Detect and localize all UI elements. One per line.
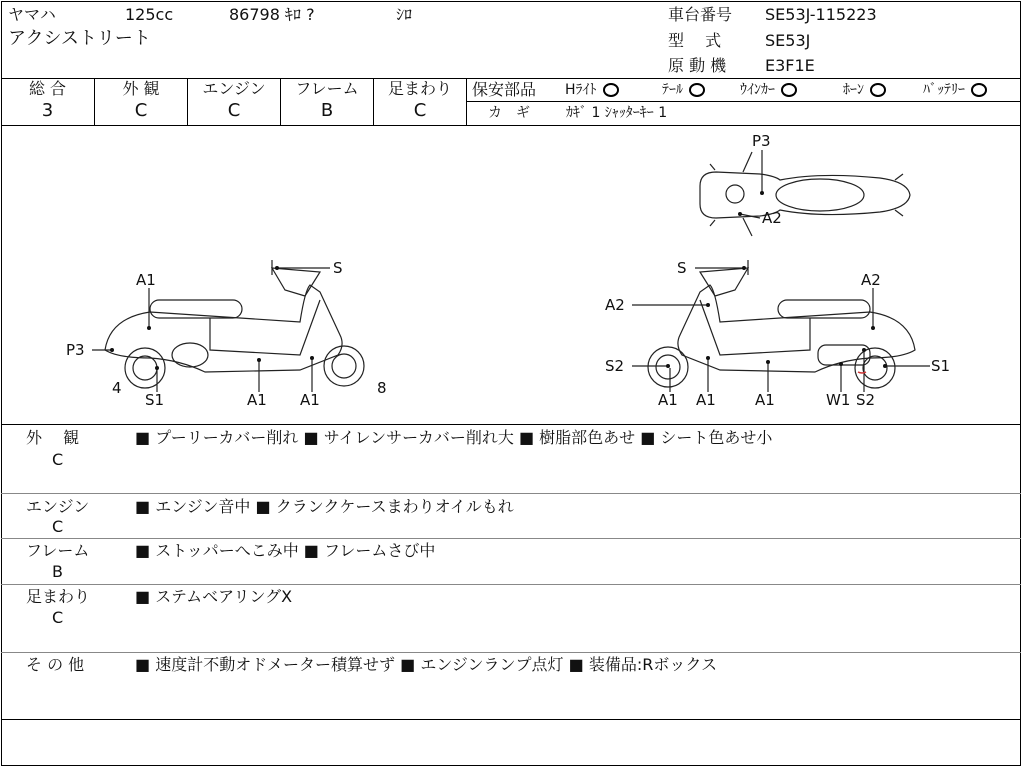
grade-exterior-label: 外 観	[122, 79, 160, 98]
ok-circle-icon	[870, 83, 886, 97]
section-engine-notes: ■ エンジン音中 ■ クランクケースまわりオイルもれ	[135, 497, 514, 516]
ok-circle-icon	[971, 83, 987, 97]
rule	[467, 101, 1021, 102]
label-right-s: S	[677, 259, 687, 277]
rule	[1, 652, 1021, 653]
grade-exterior-value: C	[134, 100, 148, 121]
label-right-a1a: A1	[658, 391, 678, 409]
model-name: アクシストリート	[8, 28, 151, 49]
frame-number: SE53J-115223	[765, 5, 877, 24]
grade-overall-value: 3	[41, 100, 54, 121]
grade-engine-value: C	[227, 100, 241, 121]
section-suspension-notes: ■ ステムベアリングX	[135, 587, 293, 606]
engine-label: 原 動 機	[668, 56, 727, 75]
rule	[1, 424, 1021, 425]
label-right-a2b: A2	[861, 271, 881, 289]
label-left-a1: A1	[136, 271, 156, 289]
label-right-a1c: A1	[755, 391, 775, 409]
rule	[466, 78, 467, 125]
safety-battery: ﾊﾞｯﾃﾘｰ	[923, 80, 987, 100]
rule	[1, 493, 1021, 494]
section-exterior-title: 外 観	[26, 428, 80, 447]
section-exterior-grade: C	[52, 450, 64, 469]
label-right-s2b: S2	[856, 391, 876, 409]
maker: ヤマハ	[8, 5, 56, 24]
type-number: SE53J	[765, 31, 811, 50]
section-suspension-grade: C	[52, 608, 64, 627]
label-left-a1c: A1	[300, 391, 320, 409]
label-left-a1b: A1	[247, 391, 267, 409]
grade-engine-label: エンジン	[202, 79, 266, 98]
label-left-s1: S1	[145, 391, 165, 409]
type-label: 型 式	[668, 31, 722, 50]
frame-number-label: 車台番号	[668, 5, 733, 24]
safety-label: 保安部品	[472, 80, 537, 99]
grade-frame-value: B	[320, 100, 334, 121]
label-left-s: S	[333, 259, 343, 277]
label-right-s1: S1	[931, 357, 951, 375]
ok-circle-icon	[781, 83, 797, 97]
section-engine-grade: C	[52, 517, 64, 536]
safety-winker: ｳｲﾝｶｰ	[740, 80, 797, 100]
ok-circle-icon	[689, 83, 705, 97]
section-exterior-notes: ■ プーリーカバー削れ ■ サイレンサーカバー削れ大 ■ 樹脂部色あせ ■ シート色あせ小	[135, 428, 773, 447]
label-left-p3: P3	[66, 341, 85, 359]
rule	[1, 538, 1021, 539]
mileage: 86798 ｷﾛ ?	[229, 5, 315, 24]
label-right-w1: W1	[826, 391, 851, 409]
rule	[1, 584, 1021, 585]
displacement: 125cc	[125, 5, 174, 24]
safety-headlight: Hﾗｲﾄ	[565, 80, 619, 100]
label-left-4: 4	[112, 379, 122, 397]
section-frame-grade: B	[52, 562, 63, 581]
section-engine-title: エンジン	[26, 497, 90, 516]
key-value: ｶｷﾞ 1 ｼｬｯﾀｰｷｰ 1	[566, 105, 668, 121]
label-right-a1b: A1	[696, 391, 716, 409]
rule	[1, 719, 1021, 720]
body-color: ｼﾛ	[396, 5, 413, 24]
damage-diagram	[0, 126, 1022, 424]
key-label: カ ギ	[488, 105, 530, 121]
safety-horn: ﾎｰﾝ	[843, 80, 886, 100]
safety-taillight: ﾃｰﾙ	[662, 80, 705, 100]
section-frame-notes: ■ ストッパーへこみ中 ■ フレームさび中	[135, 541, 436, 560]
section-other-notes: ■ 速度計不動オドメーター積算せず ■ エンジンランプ点灯 ■ 装備品:Rボックス	[135, 655, 718, 674]
label-right-s2: S2	[605, 357, 625, 375]
section-suspension-title: 足まわり	[26, 587, 91, 606]
grade-overall-label: 総 合	[28, 79, 67, 98]
grade-frame-label: フレーム	[295, 79, 359, 98]
label-top-a2: A2	[762, 209, 782, 227]
grade-suspension-value: C	[413, 100, 427, 121]
label-top-p3: P3	[752, 132, 771, 150]
ok-circle-icon	[603, 83, 619, 97]
label-right-a2: A2	[605, 296, 625, 314]
section-other-title: そ の 他	[26, 655, 85, 674]
grade-suspension-label: 足まわり	[387, 79, 452, 98]
label-left-8: 8	[377, 379, 387, 397]
engine-number: E3F1E	[765, 56, 815, 75]
section-frame-title: フレーム	[26, 541, 90, 560]
scooter-top-view	[700, 152, 910, 236]
